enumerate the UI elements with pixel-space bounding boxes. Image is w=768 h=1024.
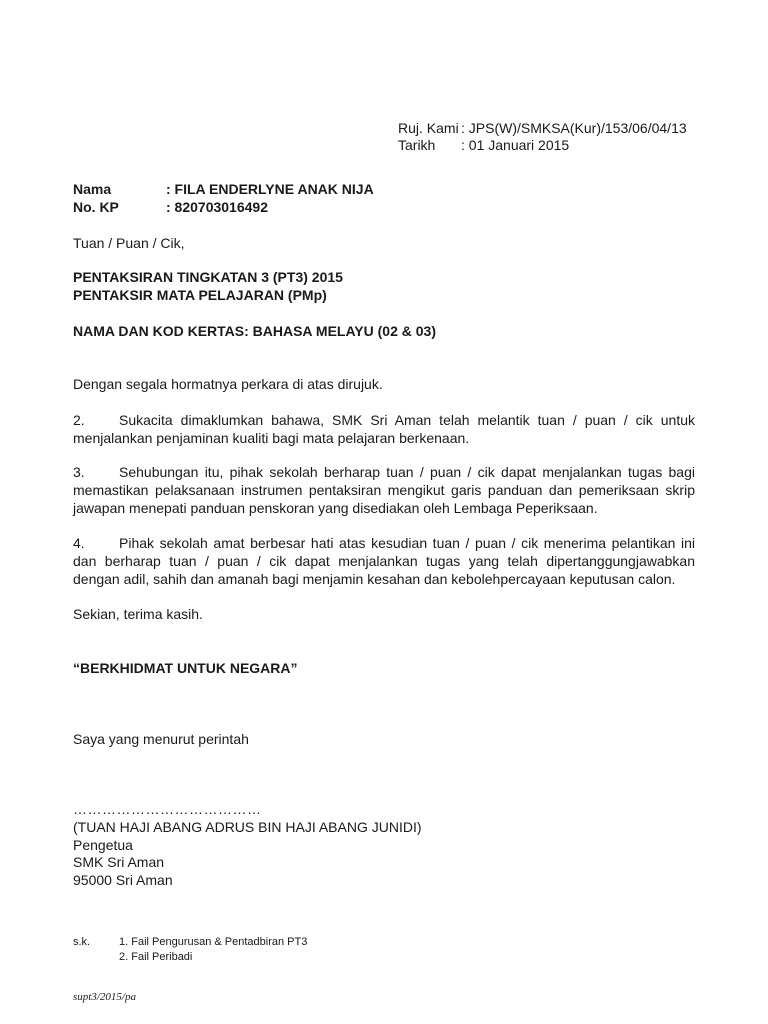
ic-value: : 820703016492 <box>166 199 268 215</box>
paragraph-4-line-2: dan berharap tuan / puan / cik dapat menjalankan tugas yang telah dipertanggungjawabkan <box>73 553 695 569</box>
paper-title: NAMA DAN KOD KERTAS: BAHASA MELAYU (02 & 03) <box>73 323 436 339</box>
reference-value: : JPS(W)/SMKSA(Kur)/153/06/04/13 <box>461 120 687 136</box>
paragraph-3-line-3: jawapan menepati panduan penskoran yang disediakan oleh Lembaga Peperiksaan. <box>73 500 598 516</box>
signature-line: ………………………………… <box>73 801 262 817</box>
date-row <box>398 136 687 153</box>
paragraph-3-line-1 <box>73 463 695 481</box>
reference-row <box>398 119 687 136</box>
paragraph-text: Sukacita dimaklumkan bahawa, SMK Sri Aman telah melantik tuan / puan / cik untuk <box>119 412 695 428</box>
sign-intro: Saya yang menurut perintah <box>73 731 249 747</box>
copy-to-list <box>119 935 307 965</box>
name-value: : FILA ENDERLYNE ANAK NIJA <box>166 181 374 197</box>
paragraph-number: 4. <box>73 535 85 551</box>
paragraph-4-line-3: dengan adil, sahih dan amanah bagi menjamin kesahan dan kebolehpercayaan keputusan calon. <box>73 571 676 587</box>
recipient-block <box>73 180 374 216</box>
paragraph-number: 2. <box>73 412 85 428</box>
paragraph-4-line-1 <box>73 534 695 552</box>
copy-to-item: 2. Fail Peribadi <box>119 951 193 963</box>
recipient-name-row <box>73 180 374 198</box>
paragraph-text: Sehubungan itu, pihak sekolah berharap tuan / puan / cik dapat menjalankan tugas bagi <box>119 464 695 480</box>
subject-line-1: PENTAKSIRAN TINGKATAN 3 (PT3) 2015 <box>73 269 343 285</box>
paragraph-number: 3. <box>73 464 85 480</box>
signatory-title: Pengetua <box>73 837 133 853</box>
reference-block <box>398 119 687 153</box>
copy-to-block <box>73 935 307 965</box>
subject-line-2: PENTAKSIR MATA PELAJARAN (PMp) <box>73 287 327 303</box>
salutation: Tuan / Puan / Cik, <box>73 235 185 251</box>
copy-to-label: s.k. <box>73 936 91 948</box>
signatory-name: (TUAN HAJI ABANG ADRUS BIN HAJI ABANG JUNIDI) <box>73 819 422 835</box>
paragraph-text: Pihak sekolah amat berbesar hati atas kesudian tuan / puan / cik menerima pelantikan ini <box>119 535 695 551</box>
paragraph-2-line-1 <box>73 411 695 429</box>
name-label: Nama <box>73 181 112 197</box>
paragraph-3-line-2: memastikan pelaksanaan instrumen pentaksiran mengikut garis panduan dan pemeriksaan skrip <box>73 482 695 498</box>
date-label: Tarikh <box>398 137 436 153</box>
copy-to-item: 1. Fail Pengurusan & Pentadbiran PT3 <box>119 936 308 948</box>
school-address: 95000 Sri Aman <box>73 872 173 888</box>
footer-code: supt3/2015/pa <box>73 991 136 1003</box>
date-value: : 01 Januari 2015 <box>461 137 570 153</box>
paragraph-2-line-2: menjalankan penjaminan kualiti bagi mata pelajaran berkenaan. <box>73 430 470 446</box>
reference-label: Ruj. Kami <box>398 120 459 136</box>
paragraph-1: Dengan segala hormatnya perkara di atas dirujuk. <box>73 376 383 392</box>
closing: Sekian, terima kasih. <box>73 606 203 622</box>
recipient-ic-row <box>73 198 374 216</box>
motto: “BERKHIDMAT UNTUK NEGARA” <box>73 660 298 676</box>
school-name: SMK Sri Aman <box>73 854 165 870</box>
ic-label: No. KP <box>73 199 119 215</box>
